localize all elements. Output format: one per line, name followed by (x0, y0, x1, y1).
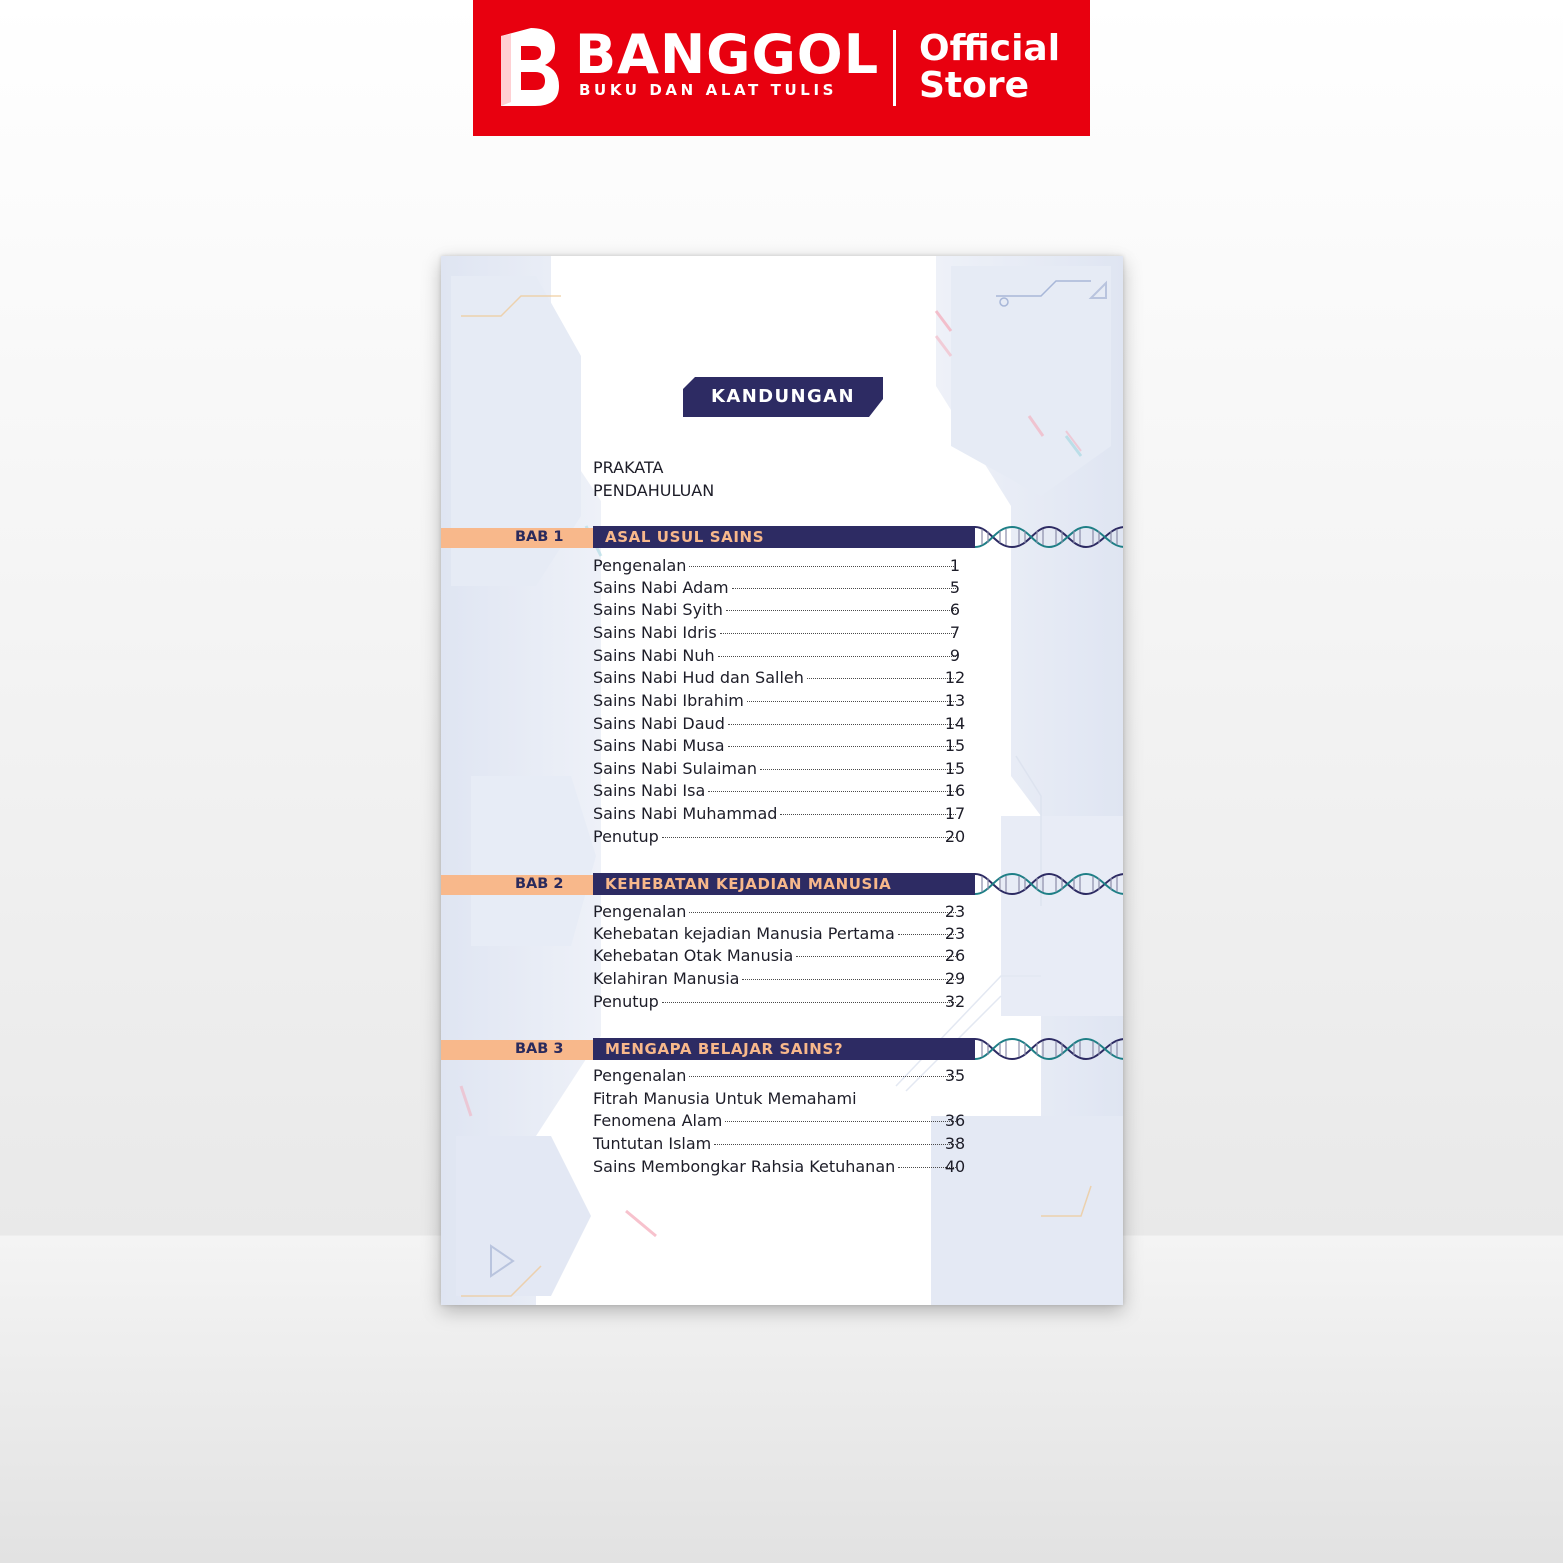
toc-entry (593, 645, 959, 667)
toc-entry (593, 1156, 959, 1178)
toc-entry (593, 758, 959, 780)
toc-page-number: 23 (944, 924, 966, 943)
chapter-header (441, 873, 1123, 895)
dot-leader (807, 677, 956, 679)
store-banner (473, 0, 1090, 136)
chapter-title: MENGAPA BELAJAR SAINS? (605, 1040, 844, 1058)
toc-page-number: 15 (944, 736, 966, 755)
chapter-title: KEHEBATAN KEJADIAN MANUSIA (605, 875, 892, 893)
chapter-header (441, 1038, 1123, 1060)
toc-page-number: 29 (944, 969, 966, 988)
dot-leader (714, 1143, 956, 1145)
toc-entry-title: Pengenalan (593, 556, 687, 575)
toc-entry-title: Sains Nabi Musa (593, 736, 725, 755)
toc-entry (593, 577, 959, 599)
toc-page-number: 5 (949, 578, 961, 597)
toc-entry-title: Sains Nabi Nuh (593, 646, 715, 665)
toc-entry-title: Sains Nabi Syith (593, 600, 723, 619)
toc-entry (593, 991, 959, 1013)
dot-leader (689, 1075, 956, 1077)
toc-entry (593, 555, 959, 577)
toc-page-number: 9 (949, 646, 961, 665)
toc-entry (593, 622, 959, 644)
brand-name: BANGGOL (575, 23, 880, 86)
toc-entry-title: Sains Nabi Adam (593, 578, 729, 597)
dot-leader (732, 587, 956, 589)
toc-page-number: 17 (944, 804, 966, 823)
toc-entry (593, 826, 959, 848)
toc-entry (593, 901, 959, 923)
toc-entry-title: Sains Nabi Ibrahim (593, 691, 744, 710)
toc-entry (593, 945, 959, 967)
dot-leader (796, 955, 956, 957)
toc-page-number: 1 (949, 556, 961, 575)
dot-leader (708, 790, 956, 792)
dna-helix-icon (975, 524, 1123, 550)
dot-leader (718, 655, 956, 657)
toc-entry-title: Sains Nabi Hud dan Salleh (593, 668, 804, 687)
store-label-line1: Official (919, 28, 1061, 69)
toc-entry (593, 1133, 959, 1155)
dot-leader (760, 768, 956, 770)
toc-entry-title: Fitrah Manusia Untuk Memahami (593, 1089, 857, 1108)
toc-entry-title: Sains Nabi Daud (593, 714, 725, 733)
store-label-line2: Store (919, 65, 1030, 106)
toc-page-number: 14 (944, 714, 966, 733)
toc-entry-title: Sains Nabi Sulaiman (593, 759, 757, 778)
toc-entry-title: Pengenalan (593, 902, 687, 921)
book-logo-icon (497, 26, 561, 108)
toc-entry-title: Pengenalan (593, 1066, 687, 1085)
toc-page-number: 32 (944, 992, 966, 1011)
dot-leader (728, 723, 956, 725)
toc-page-number: 20 (944, 827, 966, 846)
chapter-title-band (593, 1038, 975, 1060)
toc-entry (593, 923, 959, 945)
toc-entry-title: Penutup (593, 827, 659, 846)
dot-leader (662, 1001, 956, 1003)
dna-helix-icon (975, 1036, 1123, 1062)
toc-page-number: 6 (949, 600, 961, 619)
toc-page-number: 40 (944, 1157, 966, 1176)
front-matter-pendahuluan: PENDAHULUAN (593, 481, 715, 500)
bab-label: BAB 2 (515, 876, 564, 892)
toc-page-number: 23 (944, 902, 966, 921)
toc-page-number: 16 (944, 781, 966, 800)
toc-page-number: 26 (944, 946, 966, 965)
dot-leader (747, 700, 956, 702)
toc-entry (593, 780, 959, 802)
dot-leader (725, 1120, 956, 1122)
chapter-header (441, 526, 1123, 548)
dot-leader (689, 911, 956, 913)
toc-entry-title: Sains Nabi Isa (593, 781, 706, 800)
book-page (441, 256, 1123, 1305)
toc-page-number: 38 (944, 1134, 966, 1153)
bab-label: BAB 1 (515, 529, 564, 545)
toc-page-number: 13 (944, 691, 966, 710)
toc-entry (593, 1110, 959, 1132)
toc-page-number: 35 (944, 1066, 966, 1085)
toc-entry-title: Kelahiran Manusia (593, 969, 740, 988)
toc-entry (593, 599, 959, 621)
toc-entry (593, 1088, 959, 1110)
toc-entry (593, 667, 959, 689)
toc-entry-title: Sains Nabi Idris (593, 623, 717, 642)
toc-page-number: 36 (944, 1111, 966, 1130)
dot-leader (662, 836, 956, 838)
toc-page-number: 12 (944, 668, 966, 687)
toc-entry-title: Fenomena Alam (593, 1111, 723, 1130)
dot-leader (689, 565, 956, 567)
toc-entry (593, 735, 959, 757)
dot-leader (742, 978, 956, 980)
toc-entry-title: Sains Membongkar Rahsia Ketuhanan (593, 1157, 896, 1176)
dna-helix-icon (975, 871, 1123, 897)
bab-label: BAB 3 (515, 1041, 564, 1057)
toc-entry (593, 1065, 959, 1087)
toc-entry-title: Penutup (593, 992, 659, 1011)
chapter-title-band (593, 526, 975, 548)
toc-entry (593, 690, 959, 712)
toc-entry-title: Tuntutan Islam (593, 1134, 712, 1153)
dot-leader (720, 632, 956, 634)
toc-entry-title: Sains Nabi Muhammad (593, 804, 778, 823)
toc-page-number: 15 (944, 759, 966, 778)
dot-leader (780, 813, 956, 815)
brand-tagline: BUKU DAN ALAT TULIS (579, 81, 838, 99)
toc-entry-title: Kehebatan kejadian Manusia Pertama (593, 924, 895, 943)
toc-entry (593, 803, 959, 825)
toc-title: KANDUNGAN (711, 386, 855, 407)
chapter-title-band (593, 873, 975, 895)
front-matter-prakata: PRAKATA (593, 458, 664, 477)
toc-entry (593, 968, 959, 990)
dot-leader (728, 745, 956, 747)
toc-entry (593, 713, 959, 735)
banner-divider (893, 30, 896, 106)
toc-entry-title: Kehebatan Otak Manusia (593, 946, 794, 965)
toc-page-number: 7 (949, 623, 961, 642)
dot-leader (726, 609, 956, 611)
chapter-title: ASAL USUL SAINS (605, 528, 765, 546)
